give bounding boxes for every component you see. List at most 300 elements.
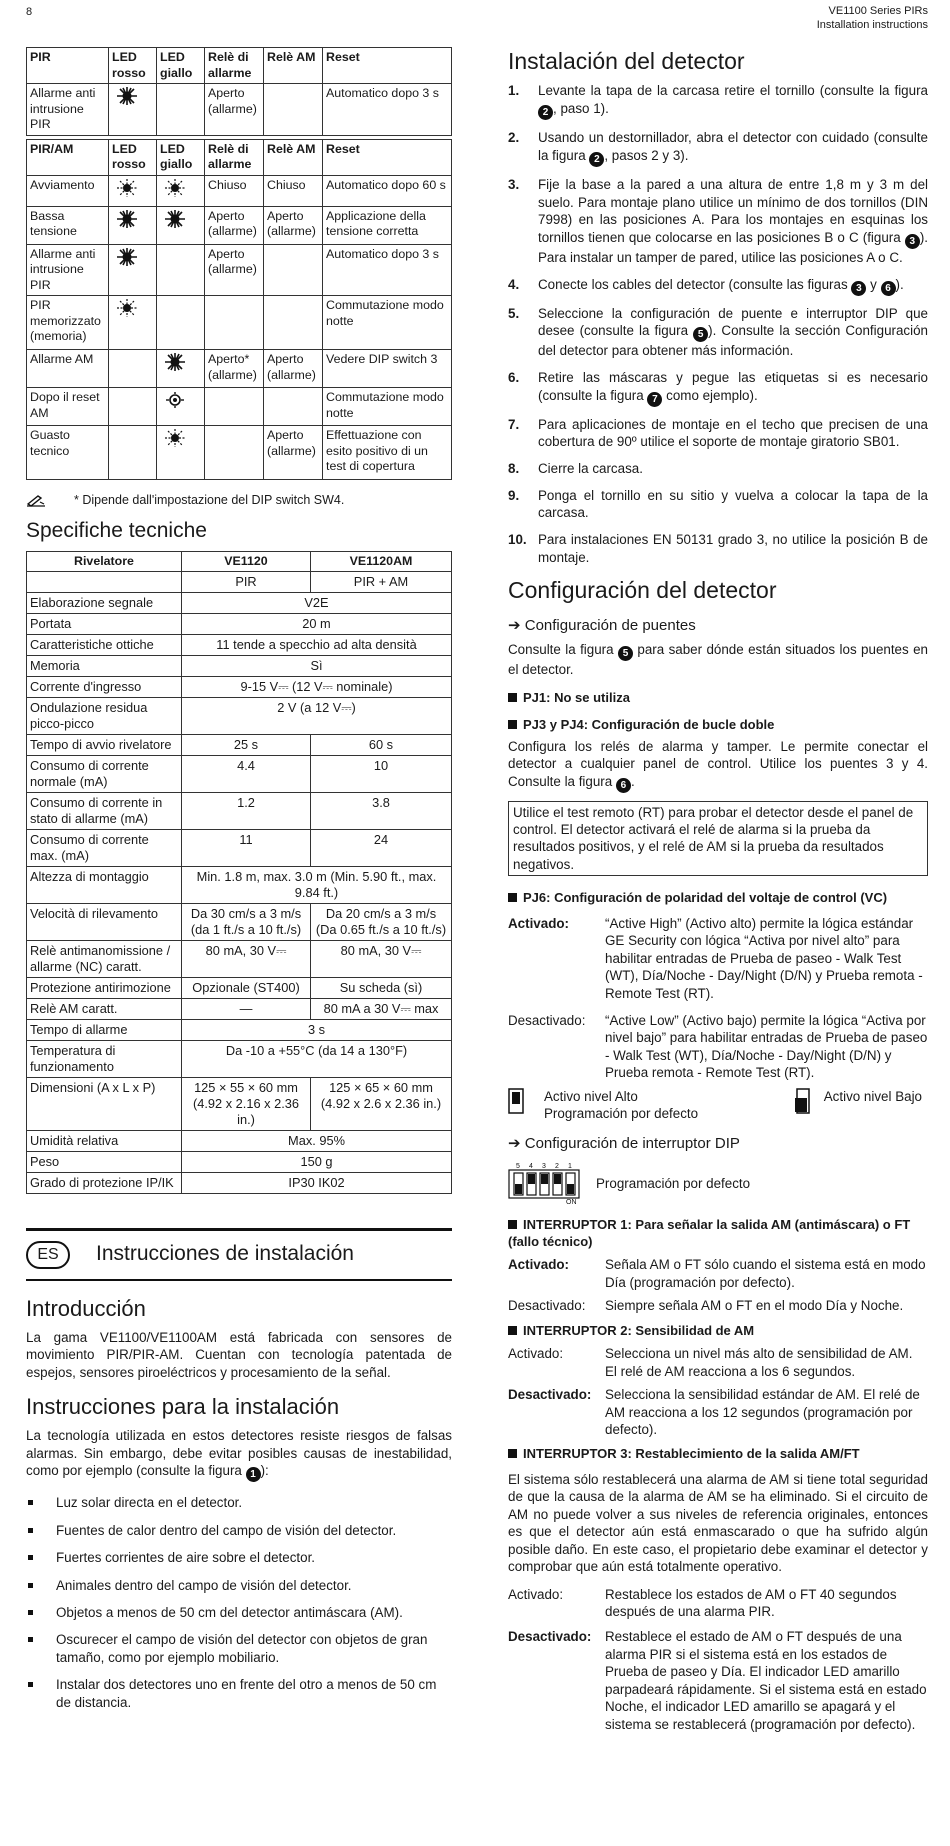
spec-value: 11 bbox=[182, 830, 311, 867]
step-item bbox=[508, 369, 928, 407]
table-cell bbox=[205, 388, 264, 426]
step-item bbox=[508, 129, 928, 167]
led-on-icon bbox=[112, 86, 142, 106]
language-badge: ES bbox=[26, 1241, 70, 1269]
switch3-deactivated bbox=[508, 1628, 928, 1733]
spec-row bbox=[27, 830, 452, 867]
table-cell bbox=[109, 350, 157, 388]
text-span: PJ6: Configuración de polaridad del voltaje de control (VC) bbox=[523, 890, 888, 906]
table-cell: Bassa tensione bbox=[27, 206, 109, 244]
spec-row bbox=[27, 1151, 452, 1172]
table-cell bbox=[205, 426, 264, 480]
dip-default-label: Programación por defecto bbox=[596, 1175, 751, 1191]
table-cell: Avviamento bbox=[27, 175, 109, 206]
text-span: INTERRUPTOR 2: Sensibilidad de AM bbox=[523, 1322, 755, 1338]
dip-number: 3 bbox=[542, 1163, 546, 1171]
table-cell: Chiuso bbox=[264, 175, 323, 206]
table-cell: Aperto (allarme) bbox=[205, 244, 264, 296]
spec-rows bbox=[27, 593, 452, 1194]
table-cell: Dopo il reset AM bbox=[27, 388, 109, 426]
header-cell: Relè di allarme bbox=[205, 139, 264, 175]
right-column bbox=[508, 47, 928, 1739]
step-number: 2. bbox=[508, 130, 520, 146]
header-cell: LED giallo bbox=[157, 139, 205, 175]
jumper-high-icon bbox=[508, 1088, 524, 1114]
text-span: Seleccione la configuración de puente e interruptor DIP que desee (consulte la figura bbox=[538, 305, 928, 339]
switch1-activated bbox=[508, 1256, 928, 1291]
led-on-icon bbox=[160, 209, 190, 229]
led-flash-icon bbox=[112, 178, 142, 198]
footnote-text: * Dipende dall'impostazione del DIP switch SW4. bbox=[74, 493, 345, 507]
table-cell: PIR memorizzato (memoria) bbox=[27, 296, 109, 350]
switch3-activated bbox=[508, 1586, 928, 1621]
spec-value: 150 g bbox=[182, 1151, 452, 1172]
spec-key: Consumo di corrente normale (mA) bbox=[27, 756, 182, 793]
table-cell: PIR bbox=[182, 572, 311, 593]
spec-key: Consumo di corrente max. (mA) bbox=[27, 830, 182, 867]
spec-key: Protezione antirimozione bbox=[27, 978, 182, 999]
text-span: Usando un destornillador, abra el detector con cuidado (consulte la figura bbox=[538, 130, 928, 163]
text-span: ). bbox=[895, 276, 904, 292]
switch1-heading bbox=[508, 1217, 928, 1250]
table-cell bbox=[109, 388, 157, 426]
table-cell bbox=[264, 244, 323, 296]
table-cell bbox=[157, 296, 205, 350]
text-span: Conecte los cables del detector (consulte las figuras bbox=[538, 276, 852, 292]
text-span: PJ3 y PJ4: Configuración de bucle doble bbox=[523, 717, 775, 733]
text-span: para saber dónde están situados los puentes en el detector. bbox=[508, 642, 928, 678]
spec-key: Consumo di corrente in stato di allarme (mA) bbox=[27, 793, 182, 830]
term: Desactivado: bbox=[508, 1387, 592, 1403]
led-flash-icon bbox=[160, 178, 190, 198]
spec-row bbox=[27, 1020, 452, 1041]
series-title: VE1100 Series PIRs bbox=[828, 5, 928, 17]
text-span: , paso 1). bbox=[553, 101, 609, 117]
step-item bbox=[508, 176, 928, 267]
text-span: INTERRUPTOR 3: Restablecimiento de la salida AM/FT bbox=[523, 1446, 860, 1462]
table-cell: PIR + AM bbox=[311, 572, 452, 593]
spec-row bbox=[27, 793, 452, 830]
page-number: 8 bbox=[26, 6, 33, 18]
spec-key: Elaborazione segnale bbox=[27, 593, 182, 614]
jumper-low-icon bbox=[794, 1088, 810, 1114]
led-cell bbox=[109, 206, 157, 244]
dip-number: 2 bbox=[555, 1163, 559, 1171]
spec-key: Relè AM caratt. bbox=[27, 999, 182, 1020]
figure-ref: 2 bbox=[538, 105, 553, 120]
list-item: Animales dentro del campo de visión del detector. bbox=[26, 1577, 452, 1594]
definition: “Active Low” (Activo bajo) permite la lógica “Activa por nivel bajo” para habilitar entradas de Prueba de paseo - Walk Test (WT), Día/Noche - Day/Night (D/N) y Prueba remota - Remote Test (RT). bbox=[605, 1013, 928, 1081]
list-item: Oscurecer el campo de visión del detector con objetos de gran tamaño, como por ejemplo mobiliario. bbox=[26, 1631, 452, 1666]
dip-number: 4 bbox=[529, 1163, 533, 1171]
led-cell bbox=[157, 175, 205, 206]
spec-key: Altezza di montaggio bbox=[27, 867, 182, 904]
definition: Restablece los estados de AM o FT 40 segundos después de una alarma PIR. bbox=[605, 1586, 897, 1620]
spec-row bbox=[27, 978, 452, 999]
spec-row bbox=[27, 677, 452, 698]
led-cell bbox=[157, 350, 205, 388]
table-cell: Allarme AM bbox=[27, 350, 109, 388]
square-bullet-icon bbox=[508, 720, 517, 729]
spec-value: Da 30 cm/s a 3 m/s (da 1 ft./s a 10 ft./s) bbox=[182, 904, 311, 941]
step-item bbox=[508, 531, 928, 566]
figure-ref: 1 bbox=[246, 1467, 261, 1482]
figure-ref: 6 bbox=[616, 778, 631, 793]
term: Activado: bbox=[508, 1586, 564, 1602]
spec-key: Grado di protezione IP/IK bbox=[27, 1172, 182, 1193]
text-span: Para instalaciones EN 50131 grado 3, no utilice la posición B de montaje. bbox=[538, 532, 928, 565]
text-span: Cierre la carcasa. bbox=[538, 461, 643, 476]
square-bullet-icon bbox=[508, 1449, 517, 1458]
spec-key: Tempo di allarme bbox=[27, 1020, 182, 1041]
jumper-high-label: Activo nivel Alto bbox=[544, 1088, 638, 1104]
table-cell: Aperto (allarme) bbox=[205, 84, 264, 136]
spec-row bbox=[27, 656, 452, 677]
spec-key: Ondulazione residua picco-picco bbox=[27, 698, 182, 735]
step-number: 4. bbox=[508, 276, 520, 292]
list-item: Fuertes corrientes de aire sobre el detector. bbox=[26, 1549, 452, 1566]
dip-switch-icon bbox=[508, 1161, 580, 1205]
spec-row bbox=[27, 904, 452, 941]
spec-row bbox=[27, 614, 452, 635]
led-cell bbox=[157, 206, 205, 244]
led-cell bbox=[157, 426, 205, 480]
figure-ref: 6 bbox=[881, 281, 896, 296]
step-item bbox=[508, 487, 928, 522]
arrow-right-icon: ➔ bbox=[508, 1135, 525, 1152]
spec-value: Opzionale (ST400) bbox=[182, 978, 311, 999]
text-span: como ejemplo). bbox=[662, 387, 758, 403]
step-item bbox=[508, 276, 928, 296]
text-span: Consulte la figura bbox=[508, 642, 618, 658]
figure-ref: 5 bbox=[693, 327, 708, 342]
pj6-activated bbox=[508, 915, 928, 1002]
spec-row bbox=[27, 1172, 452, 1193]
spec-value: 80 mA a 30 V⎓ max bbox=[311, 999, 452, 1020]
spec-value: IP30 IK02 bbox=[182, 1172, 452, 1193]
spec-value: 4.4 bbox=[182, 756, 311, 793]
spec-value: — bbox=[182, 999, 311, 1020]
jumper-high bbox=[508, 1088, 698, 1122]
intro-text: La gama VE1100/VE1100AM está fabricada con sensores de movimiento PIR/PIR-AM. Cuentan con tecnología patentada de espejos, sensores piroeléctricos y procesamiento de la señal. bbox=[26, 1330, 452, 1380]
spec-key: Temperatura di funzionamento bbox=[27, 1041, 182, 1078]
step-text bbox=[538, 276, 928, 296]
step-text bbox=[538, 531, 928, 566]
spec-key: Relè antimanomissione / allarme (NC) caratt. bbox=[27, 941, 182, 978]
figure-ref: 7 bbox=[647, 392, 662, 407]
spec-value: Da 20 cm/s a 3 m/s (Da 0.65 ft./s a 10 ft./s) bbox=[311, 904, 452, 941]
spec-value: 9-15 V⎓ (12 V⎓ nominale) bbox=[182, 677, 452, 698]
list-item: Fuentes de calor dentro del campo de visión del detector. bbox=[26, 1522, 452, 1539]
spec-row bbox=[27, 1041, 452, 1078]
text-span: ). Para instalar un tamper de pared, utilice las posiciones A o C. bbox=[538, 229, 928, 265]
text-span: Para aplicaciones de montaje en el techo que precisen de una cobertura de 90º utilice el soporte de montaje giratorio SB01. bbox=[538, 416, 928, 450]
spec-value: 125 × 65 × 60 mm (4.92 x 2.6 x 2.36 in.) bbox=[311, 1077, 452, 1130]
spec-value: 3.8 bbox=[311, 793, 452, 830]
spec-value: 25 s bbox=[182, 735, 311, 756]
step-number: 9. bbox=[508, 487, 520, 503]
step-item bbox=[508, 305, 928, 360]
header-cell: VE1120AM bbox=[311, 551, 452, 572]
step-text bbox=[538, 82, 928, 120]
figure-ref: 3 bbox=[851, 281, 866, 296]
spec-value: Su scheda (sì) bbox=[311, 978, 452, 999]
table-cell: Vedere DIP switch 3 bbox=[323, 350, 452, 388]
dip-number: 5 bbox=[516, 1163, 520, 1171]
jumper-legend bbox=[508, 1088, 928, 1122]
figure-ref: 3 bbox=[905, 234, 920, 249]
dip-number: 1 bbox=[568, 1163, 572, 1171]
text-span: Configuración de puentes bbox=[524, 616, 696, 634]
table-cell: Aperto (allarme) bbox=[205, 206, 264, 244]
spec-row bbox=[27, 735, 452, 756]
spec-key: Umidità relativa bbox=[27, 1130, 182, 1151]
spec-value: Da -10 a +55°C (da 14 a 130°F) bbox=[182, 1041, 452, 1078]
term: Desactivado: bbox=[508, 1298, 586, 1314]
definition: Restablece el estado de AM o FT después de una alarma PIR si el sistema está en los estados de Prueba de paseo y Día. El indicador LED amarillo parpadeará rápidamente. Si el sistema está en estado Noche, el indicador LED amarillo se apagará y el sistema se restablecerá (programación por defecto). bbox=[605, 1629, 927, 1732]
step-item bbox=[508, 82, 928, 120]
language-banner bbox=[26, 1228, 452, 1281]
led-table-pir bbox=[26, 47, 452, 136]
definition: Señala AM o FT sólo cuando el sistema está en modo Día (programación por defecto). bbox=[605, 1257, 926, 1290]
install-text bbox=[26, 1427, 452, 1482]
text-span: Ponga el tornillo en su sitio y vuelva a colocar la tapa de la carcasa. bbox=[538, 487, 928, 521]
header-cell: Relè AM bbox=[264, 48, 323, 84]
step-item bbox=[508, 416, 928, 451]
dip-heading bbox=[508, 1134, 928, 1153]
definition: Selecciona un nivel más alto de sensibilidad de AM. El relé de AM reacciona a los 6 segundos. bbox=[605, 1346, 913, 1379]
table-cell bbox=[264, 84, 323, 136]
step-text bbox=[538, 305, 928, 360]
text-span: PJ1: No se utiliza bbox=[523, 690, 630, 706]
spec-value: 2 V (a 12 V⎓) bbox=[182, 698, 452, 735]
led-cell bbox=[109, 175, 157, 206]
term: Desactivado: bbox=[508, 1629, 592, 1645]
spec-value: Min. 1.8 m, max. 3.0 m (Min. 5.90 ft., max. 9.84 ft.) bbox=[182, 867, 452, 904]
header-cell: Reset bbox=[323, 48, 452, 84]
header-cell: VE1120 bbox=[182, 551, 311, 572]
text-span: Levante la tapa de la carcasa retire el tornillo (consulte la figura bbox=[538, 83, 928, 99]
definition: Selecciona la sensibilidad estándar de AM. El relé de AM reacciona a los 12 segundos (programación por defecto). bbox=[605, 1387, 920, 1438]
spec-value: 20 m bbox=[182, 614, 452, 635]
running-header bbox=[817, 4, 928, 33]
table-cell: Allarme anti intrusione PIR bbox=[27, 244, 109, 296]
spec-value: V2E bbox=[182, 593, 452, 614]
term: Activado: bbox=[508, 915, 570, 931]
pen-note-icon bbox=[26, 493, 46, 507]
spec-value: 3 s bbox=[182, 1020, 452, 1041]
header-cell: PIR bbox=[27, 48, 109, 84]
spec-value: Sì bbox=[182, 656, 452, 677]
spec-key: Tempo di avvio rivelatore bbox=[27, 735, 182, 756]
step-number: 3. bbox=[508, 176, 520, 192]
step-number: 5. bbox=[508, 305, 520, 321]
table-cell bbox=[109, 426, 157, 480]
header-cell: LED rosso bbox=[109, 139, 157, 175]
step-text bbox=[538, 176, 928, 267]
spec-row bbox=[27, 1130, 452, 1151]
table-cell: Aperto (allarme) bbox=[264, 350, 323, 388]
table-cell: Effettuazione con esito positivo di un test di copertura bbox=[323, 426, 452, 480]
header-cell: LED rosso bbox=[109, 48, 157, 84]
led-cell bbox=[109, 244, 157, 296]
header-cell: LED giallo bbox=[157, 48, 205, 84]
list-item: Instalar dos detectores uno en frente del otro a menos de 50 cm de distancia. bbox=[26, 1676, 452, 1711]
led-flash-icon bbox=[160, 428, 190, 448]
table-cell bbox=[264, 296, 323, 350]
switch2-heading bbox=[508, 1323, 928, 1340]
intro-title: Introducción bbox=[26, 1295, 146, 1321]
table-cell: Aperto (allarme) bbox=[264, 206, 323, 244]
table-cell bbox=[264, 388, 323, 426]
header-cell: Reset bbox=[323, 139, 452, 175]
switch3-text: El sistema sólo restablecerá una alarma de AM si tiene total seguridad de que la causa de la alarma de AM se ha eliminado. Si el circuito de AM no puede volver a sus niveles de referencia originales, entonces es que el detector aún está enmascarado o que ha sufrido algún posible daño. En este caso, el propietario debe examinar el detector y comprobar que aún está totalmente operativo. bbox=[508, 1472, 928, 1575]
spec-value: 60 s bbox=[311, 735, 452, 756]
spec-value: 11 tende a specchio ad alta densità bbox=[182, 635, 452, 656]
term: Activado: bbox=[508, 1346, 564, 1362]
step-number: 1. bbox=[508, 83, 520, 99]
footnote bbox=[26, 492, 452, 508]
spec-key: Velocità di rilevamento bbox=[27, 904, 182, 941]
text-span: Configuración de interruptor DIP bbox=[524, 1135, 740, 1152]
led-blink-icon bbox=[160, 390, 190, 410]
spec-key: Portata bbox=[27, 614, 182, 635]
list-item: Luz solar directa en el detector. bbox=[26, 1494, 452, 1511]
arrow-right-icon: ➔ bbox=[508, 616, 525, 634]
switch3-heading bbox=[508, 1446, 928, 1463]
doc-title: Installation instructions bbox=[816, 19, 928, 32]
detector-install-title: Instalación del detector bbox=[508, 48, 745, 74]
table-cell: Guasto tecnico bbox=[27, 426, 109, 480]
spec-value: 24 bbox=[311, 830, 452, 867]
table-cell: Applicazione della tensione corretta bbox=[323, 206, 452, 244]
led-cell bbox=[157, 388, 205, 426]
step-number: 8. bbox=[508, 461, 520, 476]
definition: “Active High” (Activo alto) permite la lógica estándar GE Security con lógica “Activa por nivel alto” para habilitar entradas de Prueba de paseo - Walk Test (WT), Día/Noche - Day/Night (D/N) y Prueba remota - Remote Test (RT). bbox=[605, 915, 923, 1001]
spec-value: Max. 95% bbox=[182, 1130, 452, 1151]
remote-test-box: Utilice el test remoto (RT) para probar el detector desde el panel de control. El detector activará el relé de alarma si la prueba da resultados positivos, y el relé de AM si la prueba da resultados negativos. bbox=[508, 801, 928, 877]
step-number: 10. bbox=[508, 532, 527, 548]
header-cell: PIR/AM bbox=[27, 139, 109, 175]
led-on-icon bbox=[112, 247, 142, 267]
spec-key: Caratteristiche ottiche bbox=[27, 635, 182, 656]
spec-row bbox=[27, 1077, 452, 1130]
spec-title: Specifiche tecniche bbox=[26, 519, 207, 542]
table-cell bbox=[157, 84, 205, 136]
switch2-deactivated bbox=[508, 1386, 928, 1438]
text-span: La tecnología utilizada en estos detectores resiste riesgos de falsas alarmas. Sin embargo, debe evitar posibles causas de inestabilidad, como por ejemplo (consulte la figura bbox=[26, 1428, 452, 1479]
jumper-heading bbox=[508, 616, 928, 635]
table-cell bbox=[27, 572, 182, 593]
pj34-heading bbox=[508, 717, 928, 734]
table-cell bbox=[157, 244, 205, 296]
text-span: ): bbox=[260, 1463, 269, 1479]
config-title: Configuración del detector bbox=[508, 577, 777, 604]
spec-value: 10 bbox=[311, 756, 452, 793]
spec-row bbox=[27, 635, 452, 656]
header-cell: Relè di allarme bbox=[205, 48, 264, 84]
step-text bbox=[538, 487, 928, 522]
step-number: 6. bbox=[508, 369, 520, 385]
text-span: Configura los relés de alarma y tamper. Le permite conectar el detector a cualquier panel de control. Utilice los puentes 3 y 4. Consulte la figura bbox=[508, 738, 928, 789]
list-item: Objetos a menos de 50 cm del detector antimáscara (AM). bbox=[26, 1604, 452, 1621]
spec-value: 125 × 55 × 60 mm (4.92 x 2.16 x 2.36 in.) bbox=[182, 1077, 311, 1130]
text-span: INTERRUPTOR 1: Para señalar la salida AM (antimáscara) o FT (fallo técnico) bbox=[508, 1217, 911, 1249]
spec-row bbox=[27, 756, 452, 793]
text-span: Fije la base a la pared a una altura de entre 1,8 m y 3 m del suelo. Para montaje plano utilice un mínimo de dos tornillos (DIN 7998) en las posiciones A. Para los montajes en esquinas los tornillos tienen que colocarse en las posiciones B o C (figura bbox=[538, 176, 928, 245]
table-cell: Automatico dopo 60 s bbox=[323, 175, 452, 206]
spec-row bbox=[27, 593, 452, 614]
text-span: . bbox=[630, 773, 635, 789]
left-column bbox=[26, 47, 452, 1721]
led-on-icon bbox=[112, 209, 142, 229]
figure-ref: 5 bbox=[618, 646, 633, 661]
definition: Siempre señala AM o FT en el modo Día y Noche. bbox=[605, 1298, 904, 1314]
step-text bbox=[538, 129, 928, 167]
jumper-text bbox=[508, 641, 928, 678]
spec-row bbox=[27, 698, 452, 735]
spec-table bbox=[26, 551, 452, 1194]
table-cell: Chiuso bbox=[205, 175, 264, 206]
jumper-default-label: Programación por defecto bbox=[544, 1105, 699, 1121]
led-cell bbox=[109, 296, 157, 350]
table-cell: Allarme anti intrusione PIR bbox=[27, 84, 109, 136]
term: Desactivado: bbox=[508, 1013, 586, 1028]
led-cell bbox=[109, 84, 157, 136]
spec-key: Dimensioni (A x L x P) bbox=[27, 1077, 182, 1130]
square-bullet-icon bbox=[508, 693, 517, 702]
spec-row bbox=[27, 867, 452, 904]
dip-switch-figure bbox=[508, 1161, 928, 1205]
step-number: 7. bbox=[508, 416, 520, 432]
text-span: y bbox=[866, 276, 881, 292]
jumper-low bbox=[794, 1088, 922, 1114]
text-span: , pasos 2 y 3). bbox=[604, 147, 689, 163]
spec-value: 80 mA, 30 V⎓ bbox=[311, 941, 452, 978]
figure-ref: 2 bbox=[589, 152, 604, 167]
step-text bbox=[538, 460, 928, 478]
hazard-list bbox=[26, 1494, 452, 1711]
install-steps bbox=[508, 82, 928, 566]
spec-key: Peso bbox=[27, 1151, 182, 1172]
table-cell: Commutazione modo notte bbox=[323, 296, 452, 350]
led-table-pir-am bbox=[26, 139, 452, 481]
spec-key: Corrente d'ingresso bbox=[27, 677, 182, 698]
header-cell: Relè AM bbox=[264, 139, 323, 175]
spec-row bbox=[27, 941, 452, 978]
pj34-text bbox=[508, 738, 928, 793]
text-span: Retire las máscaras y pegue las etiquetas si es necesario (consulte la figura bbox=[538, 369, 928, 403]
install-title: Instrucciones para la instalación bbox=[26, 1394, 340, 1420]
step-text bbox=[538, 369, 928, 407]
language-title: Instrucciones de instalación bbox=[96, 1242, 354, 1266]
jumper-low-label: Activo nivel Bajo bbox=[823, 1088, 922, 1104]
square-bullet-icon bbox=[508, 1326, 517, 1335]
dip-on-label: ON bbox=[566, 1199, 577, 1206]
table-cell: Automatico dopo 3 s bbox=[323, 244, 452, 296]
text-span: ). Consulte la sección Configuración del detector para obtener más información. bbox=[538, 323, 928, 359]
led-flash-icon bbox=[112, 298, 142, 318]
spec-row bbox=[27, 999, 452, 1020]
pj1-heading bbox=[508, 690, 928, 707]
square-bullet-icon bbox=[508, 893, 517, 902]
table-cell bbox=[205, 296, 264, 350]
pj6-deactivated bbox=[508, 1012, 928, 1082]
header-cell: Rivelatore bbox=[27, 551, 182, 572]
step-text bbox=[538, 416, 928, 451]
spec-key: Memoria bbox=[27, 656, 182, 677]
pj6-heading bbox=[508, 890, 928, 907]
